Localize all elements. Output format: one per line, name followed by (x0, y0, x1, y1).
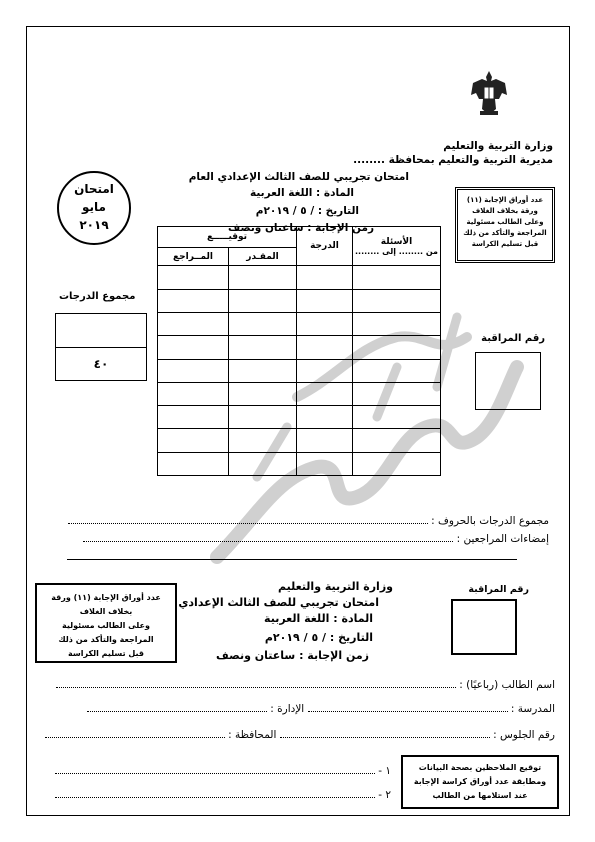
grade-cell[interactable] (158, 313, 229, 336)
badge-line-3: ٢٠١٩ (79, 218, 109, 232)
grade-cell[interactable] (229, 429, 297, 452)
grade-cell[interactable] (297, 406, 353, 429)
observers-signature-box: توقيع الملاحظين بصحة البيانات ومطابقة عدد أوراق كراسة الإجابة عند استلامها من الطالب (401, 755, 559, 809)
grade-cell[interactable] (229, 266, 297, 289)
grade-cell[interactable] (353, 289, 441, 312)
directorate-line: مديرية التربية والتعليم بمحافظة ........ (353, 154, 553, 166)
eagle-emblem-icon (469, 69, 509, 117)
grade-cell[interactable] (353, 452, 441, 475)
lower-proctor-number-label: رقم المراقبة (468, 584, 529, 595)
grade-cell[interactable] (353, 382, 441, 405)
lower-exam-subject: المادة : اللغة العربية (264, 612, 373, 625)
grade-cell[interactable] (297, 452, 353, 475)
grade-cell[interactable] (229, 289, 297, 312)
observer-1-line[interactable]: ١ - (55, 765, 391, 777)
table-row (158, 336, 441, 359)
seat-governorate-line[interactable]: رقم الجلوس : المحافظة : (45, 729, 555, 741)
grade-cell[interactable] (297, 359, 353, 382)
grade-cell[interactable] (297, 382, 353, 405)
lower-pages-notice-box: عدد أوراق الإجابة (١١) ورقة بخلاف الغلاف وعلى الطالب مسئولية المراجعة والتأكد من ذلك قبل تسليم الكراسة (35, 583, 177, 663)
lower-proctor-number-box[interactable] (451, 599, 517, 655)
grade-cell[interactable] (158, 452, 229, 475)
pages-notice-box: عدد أوراق الإجابة (١١) ورقة بخلاف الغلاف وعلى الطالب مسئولية المراجعة والتأكد من ذلك قبل تسليم الكراسة (455, 187, 555, 263)
grade-cell[interactable] (297, 429, 353, 452)
assessor-header: المقـدر (229, 248, 297, 266)
ministry-title: وزارة التربية والتعليم (443, 140, 553, 152)
grade-cell[interactable] (158, 382, 229, 405)
grade-cell[interactable] (297, 336, 353, 359)
grade-cell[interactable] (297, 266, 353, 289)
reviewer-header: المــراجع (158, 248, 229, 266)
grade-cell[interactable] (353, 336, 441, 359)
grade-cell[interactable] (158, 336, 229, 359)
school-administration-line[interactable]: المدرسة : الإدارة : (87, 703, 555, 715)
total-in-words-line[interactable]: مجموع الدرجات بالحروف : (68, 515, 549, 527)
lower-exam-duration: زمن الإجابة : ساعتان ونصف (216, 649, 369, 662)
grade-cell[interactable] (229, 382, 297, 405)
total-grades-value: ٤٠ (93, 357, 109, 371)
questions-header: الأسئلة من ........ إلى ........ (353, 227, 441, 266)
total-grades-cell-empty[interactable] (56, 314, 146, 348)
grade-cell[interactable] (158, 289, 229, 312)
reviewer-signatures-line[interactable]: إمضاءات المراجعين : (83, 533, 549, 545)
grade-header: الدرجة (297, 227, 353, 266)
grade-cell[interactable] (229, 406, 297, 429)
table-row (158, 289, 441, 312)
proctor-number-box[interactable] (475, 352, 541, 410)
exam-title: امتحان تجريبي للصف الثالث الإعدادي العام (188, 171, 409, 183)
grade-cell[interactable] (158, 266, 229, 289)
grade-cell[interactable] (353, 266, 441, 289)
exam-date: التاريخ : / ٥ / ٢٠١٩م (255, 205, 359, 217)
grade-cell[interactable] (229, 336, 297, 359)
grade-cell[interactable] (158, 359, 229, 382)
table-row (158, 313, 441, 336)
badge-line-1: امتحان (74, 182, 114, 196)
badge-line-2: مايو (82, 200, 106, 214)
exam-cover-page (26, 26, 570, 816)
total-grades-box (55, 313, 147, 381)
table-row (158, 406, 441, 429)
table-row (158, 452, 441, 475)
table-row (158, 266, 441, 289)
grade-cell[interactable] (297, 289, 353, 312)
exam-date-badge (57, 171, 131, 245)
signature-header: توقيـــــع (158, 227, 297, 248)
grade-cell[interactable] (353, 429, 441, 452)
grade-cell[interactable] (229, 359, 297, 382)
grade-cell[interactable] (158, 429, 229, 452)
lower-exam-title: امتحان تجريبي للصف الثالث الإعدادي (178, 596, 379, 609)
table-row (158, 382, 441, 405)
table-row (158, 429, 441, 452)
grade-cell[interactable] (353, 313, 441, 336)
total-grades-label: مجموع الدرجات (59, 291, 136, 302)
lower-ministry-title: وزارة التربية والتعليم (278, 580, 393, 593)
exam-duration: زمن الإجابة : ساعتان ونصف (227, 222, 374, 234)
grades-table (157, 226, 441, 476)
proctor-number-label: رقم المراقبة (481, 333, 545, 344)
grade-cell[interactable] (229, 313, 297, 336)
grade-cell[interactable] (353, 359, 441, 382)
table-row (158, 359, 441, 382)
grade-cell[interactable] (297, 313, 353, 336)
observer-2-line[interactable]: ٢ - (55, 789, 391, 801)
grade-cell[interactable] (353, 406, 441, 429)
exam-subject: المادة : اللغة العربية (250, 187, 354, 199)
section-divider (67, 559, 517, 560)
student-name-line[interactable]: اسم الطالب (رباعيًا) : (56, 679, 555, 691)
lower-exam-date: التاريخ : / ٥ / ٢٠١٩م (264, 631, 373, 644)
grade-cell[interactable] (158, 406, 229, 429)
grade-cell[interactable] (229, 452, 297, 475)
